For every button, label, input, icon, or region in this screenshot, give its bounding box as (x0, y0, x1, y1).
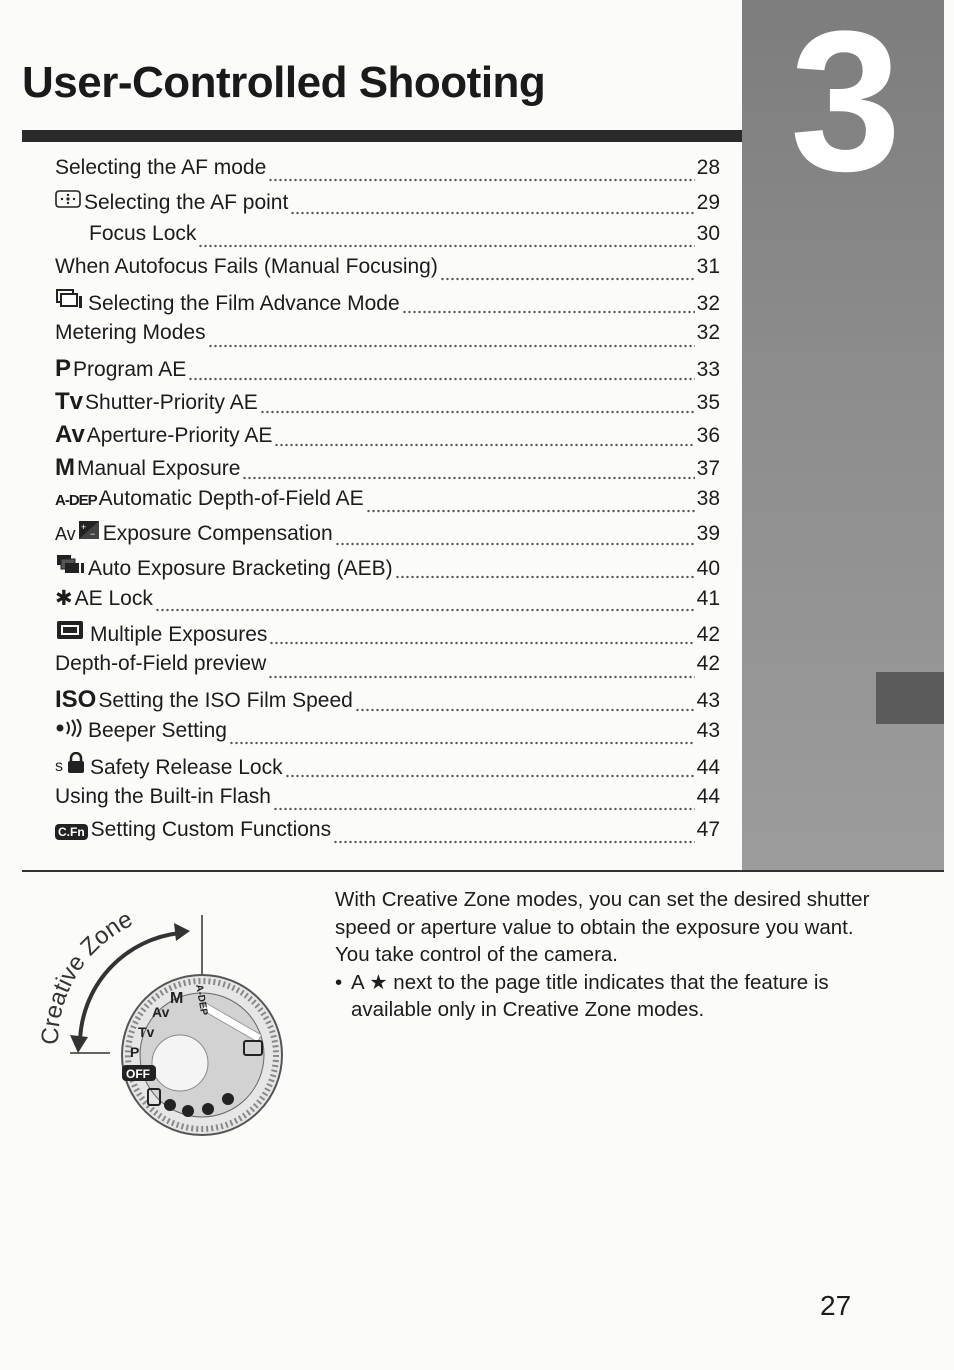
toc-entry (55, 288, 720, 321)
title-rule (22, 130, 742, 142)
toc-entry-title: Exposure Compensation (102, 522, 333, 546)
toc-entry-page: 28 (696, 156, 720, 179)
chapter-number: 3 (790, 0, 902, 213)
toc-leader-dots (402, 310, 695, 314)
toc-leader-dots (285, 774, 695, 778)
svg-text:−: − (89, 529, 95, 540)
toc-leader-dots (440, 277, 695, 281)
toc-entry-title: Program AE (73, 357, 187, 381)
chapter-position-marker (876, 672, 944, 724)
toc-entry-title: Manual Exposure (77, 456, 241, 480)
dial-mode-m: M (170, 990, 184, 1007)
description-paragraph: With Creative Zone modes, you can set the desired shutter speed or aperture value to obtain the exposure you want. You take control of the camera. (335, 888, 870, 967)
toc-entry-page: 30 (696, 222, 720, 246)
toc-entry (55, 321, 720, 354)
dial-mode-p: P (130, 1044, 140, 1060)
mode-dial-illustration (30, 885, 300, 1155)
toc-entry-title: Depth-of-Field preview (55, 652, 267, 676)
toc-entry-page: 31 (696, 255, 720, 279)
mode-dial-icon (30, 885, 300, 1155)
toc-entry-title: Metering Modes (55, 321, 206, 345)
toc-leader-dots (274, 443, 694, 447)
toc-entry-page: 32 (696, 292, 720, 316)
toc-entry-page: 43 (696, 718, 720, 742)
toc-entry-page: 42 (696, 652, 720, 676)
toc-leader-dots (229, 741, 695, 745)
toc-entry-title: Setting the ISO Film Speed (98, 688, 353, 712)
toc-entry-symbol: Tv (55, 387, 84, 415)
toc-entry-page: 36 (696, 423, 720, 447)
toc-entry-page: 40 (696, 557, 720, 581)
toc-entry-page: 37 (696, 456, 720, 480)
toc-leader-dots (155, 608, 695, 612)
toc-entry-page: 29 (696, 191, 720, 215)
toc-entry (55, 785, 720, 818)
toc-entry-title: Setting Custom Functions (90, 817, 332, 841)
toc-entry (55, 652, 720, 685)
safety-lock-icon (55, 752, 87, 780)
toc-entry-page: 44 (696, 784, 720, 808)
toc-entry (55, 255, 720, 288)
toc-entry-title: Multiple Exposures (90, 623, 268, 647)
toc-entry-symbol: Av (55, 420, 85, 448)
toc-entry-symbol: M (55, 453, 75, 481)
toc-leader-dots (395, 575, 695, 579)
toc-leader-dots (208, 344, 695, 348)
toc-entry-title: Focus Lock (89, 222, 197, 246)
toc-leader-dots (269, 641, 694, 645)
dial-mode-tv: Tv (138, 1024, 155, 1040)
toc-entry-page: 43 (696, 688, 720, 712)
toc-entry-title: Using the Built-in Flash (55, 784, 271, 808)
page-number: 27 (820, 1290, 852, 1321)
toc-entry (55, 156, 720, 189)
toc-entry-title: Shutter-Priority AE (85, 390, 258, 414)
af-point-icon (55, 189, 81, 215)
toc-entry (55, 222, 720, 255)
toc-entry-title: Aperture-Priority AE (86, 423, 273, 447)
toc-entry-page: 47 (696, 817, 720, 841)
toc-entry (55, 686, 720, 719)
toc-entry-page: 38 (696, 486, 720, 510)
toc-entry-page: 42 (696, 623, 720, 647)
toc-leader-dots (260, 410, 695, 414)
toc-entry-title: Selecting the AF point (84, 191, 289, 215)
toc-entry (55, 619, 720, 652)
note-bullet: • (335, 970, 343, 994)
chapter-description (335, 886, 875, 1024)
toc-entry-title: Safety Release Lock (90, 755, 283, 779)
toc-entry (55, 454, 720, 487)
toc-entry-page: 44 (696, 755, 720, 779)
toc-entry-symbol: Av (55, 524, 76, 545)
toc-entry-symbol: ✱ (55, 587, 73, 611)
toc-entry-title: When Autofocus Fails (Manual Focusing) (55, 255, 438, 279)
table-of-contents (55, 156, 720, 851)
dial-mode-a-dep: A-DEP (193, 983, 210, 1017)
toc-entry (55, 553, 720, 586)
toc-entry (55, 355, 720, 388)
creative-zone-label: Creative Zone (36, 905, 137, 1046)
creative-zone-note (335, 969, 875, 1024)
toc-entry-title: AE Lock (74, 587, 153, 611)
toc-entry (55, 818, 720, 851)
note-text: A ★ next to the page title indicates that the feature is available only in Creative Zone modes. (351, 970, 829, 1022)
toc-entry-page: 32 (696, 321, 720, 345)
section-divider (22, 870, 944, 872)
toc-leader-dots (268, 178, 694, 182)
toc-entry (55, 752, 720, 785)
aeb-icon (55, 553, 85, 581)
dial-mode-off: OFF (126, 1067, 150, 1081)
toc-leader-dots (198, 244, 694, 248)
toc-entry-page: 33 (696, 357, 720, 381)
page-title: User-Controlled Shooting (22, 58, 546, 107)
svg-text:s: s (55, 757, 63, 774)
toc-entry (55, 520, 720, 553)
svg-text:Creative Zone (37, 906, 137, 1046)
toc-entry-symbol: P (55, 354, 72, 382)
toc-entry (55, 487, 720, 520)
toc-leader-dots (268, 675, 694, 679)
toc-leader-dots (273, 807, 695, 811)
toc-entry-page: 39 (696, 522, 720, 546)
toc-entry (55, 421, 720, 454)
svg-text:M (170, 990, 183, 1007)
toc-entry-title: Selecting the Film Advance Mode (88, 292, 400, 316)
toc-leader-dots (333, 840, 695, 844)
dial-mode-av: Av (152, 1004, 170, 1020)
toc-leader-dots (242, 476, 694, 480)
toc-leader-dots (335, 542, 695, 546)
toc-leader-dots (366, 509, 695, 513)
toc-leader-dots (290, 211, 694, 215)
toc-entry-symbol: C.Fn (55, 824, 88, 840)
multiple-exposure-icon (55, 619, 87, 647)
beeper-icon (55, 719, 85, 743)
toc-entry-title: Automatic Depth-of-Field AE (98, 486, 364, 510)
toc-entry-title: Beeper Setting (88, 718, 227, 742)
toc-entry (55, 586, 720, 619)
toc-entry (55, 719, 720, 752)
svg-text:+: + (80, 522, 86, 533)
toc-entry-symbol: A-DEP (55, 491, 97, 509)
toc-entry-title: Selecting the AF mode (55, 156, 267, 179)
film-advance-icon (55, 288, 85, 316)
toc-leader-dots (188, 377, 694, 381)
toc-entry (55, 189, 720, 222)
toc-entry-page: 35 (696, 390, 720, 414)
toc-entry-symbol: ISO (55, 685, 97, 713)
toc-entry-title: Auto Exposure Bracketing (AEB) (88, 557, 393, 581)
toc-leader-dots (355, 708, 695, 712)
toc-entry (55, 388, 720, 421)
exposure-compensation-icon (78, 520, 100, 546)
toc-entry-page: 41 (696, 587, 720, 611)
